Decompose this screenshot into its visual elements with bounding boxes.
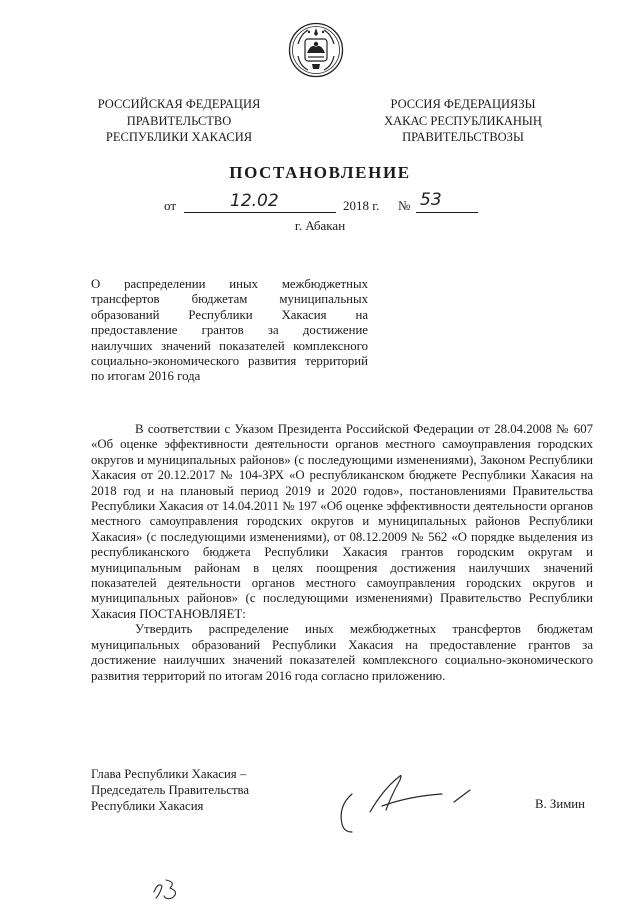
signatory-title bbox=[91, 766, 291, 814]
header-right-block bbox=[358, 96, 568, 146]
header-right-line: РОССИЯ ФЕДЕРАЦИЯЗЫ bbox=[390, 97, 536, 111]
header-left-block bbox=[78, 96, 280, 146]
header-left-line: РЕСПУБЛИКИ ХАКАСИЯ bbox=[105, 130, 253, 144]
signatory-line: Республики Хакасия bbox=[91, 799, 204, 813]
header-left-line: ПРАВИТЕЛЬСТВО bbox=[126, 113, 232, 128]
handwritten-initials bbox=[146, 872, 196, 902]
subject-heading: О распределении иных межбюджетных трансфертов бюджетам муниципальных образований Республики Хакасия на предоставление грантов за достижение наилучших значений показателей комплексного социально-экономического развития территорий по итогам 2016 года bbox=[91, 277, 368, 384]
header-left-line: РОССИЙСКАЯ ФЕДЕРАЦИЯ bbox=[97, 97, 261, 111]
year-suffix: 2018 г. bbox=[343, 198, 380, 213]
date-prefix: от bbox=[164, 198, 177, 213]
header-right-line: ХАКАС РЕСПУБЛИКАНЫҢ bbox=[384, 113, 542, 128]
signatory-line: Глава Республики Хакасия – bbox=[91, 767, 247, 781]
header-right-line: ПРАВИТЕЛЬСТВОЗЫ bbox=[402, 130, 524, 144]
date-number-line bbox=[150, 190, 510, 218]
handwritten-number: 53 bbox=[420, 190, 442, 210]
city-line: г. Абакан bbox=[294, 218, 346, 233]
number-sign: № bbox=[398, 198, 411, 213]
body-paragraph: Утвердить распределение иных межбюджетных трансфертов бюджетам муниципальных образований Республики Хакасия на предоставление грантов за достижение наилучших значений показателей комплексного социально-экономического развития территорий по итогам 2016 года согласно приложению. bbox=[91, 622, 593, 683]
coat-of-arms-emblem-icon bbox=[288, 22, 344, 78]
handwritten-signature bbox=[330, 766, 500, 838]
document-title: ПОСТАНОВЛЕНИЕ bbox=[229, 163, 411, 182]
signatory-name: В. Зимин bbox=[535, 797, 585, 811]
handwritten-date: 12.02 bbox=[230, 191, 279, 211]
document-body bbox=[91, 422, 593, 684]
body-paragraph: В соответствии с Указом Президента Российской Федерации от 28.04.2008 № 607 «Об оценке эффективности деятельности органов местного самоуправления городских округов и муниципальных районов» (с последующими изменениями), Законом Республики Хакасия от 20.12.2017 № 104-ЗРХ «О республиканском бюджете Республики Хакасия на 2018 год и на плановый период 2019 и 2020 годов», постановлениями Правительства Республики Хакасия от 14.04.2011 № 197 «Об оценке эффективности деятельности органов местного самоуправления городских округов и муниципальных районов Республики Хакасия» (с последующими изменениями), от 08.12.2009 № 562 «О порядке выделения из республиканского бюджета Республики Хакасия грантов городским округам и муниципальным районам в целях поощрения достижения наилучших значений показателей деятельности органов местного самоуправления городских округов и муниципальных районов» (с последующими изменениями) Правительство Республики Хакасия ПОСТАНОВЛЯЕТ: bbox=[91, 422, 593, 621]
signatory-line: Председатель Правительства bbox=[91, 783, 250, 797]
